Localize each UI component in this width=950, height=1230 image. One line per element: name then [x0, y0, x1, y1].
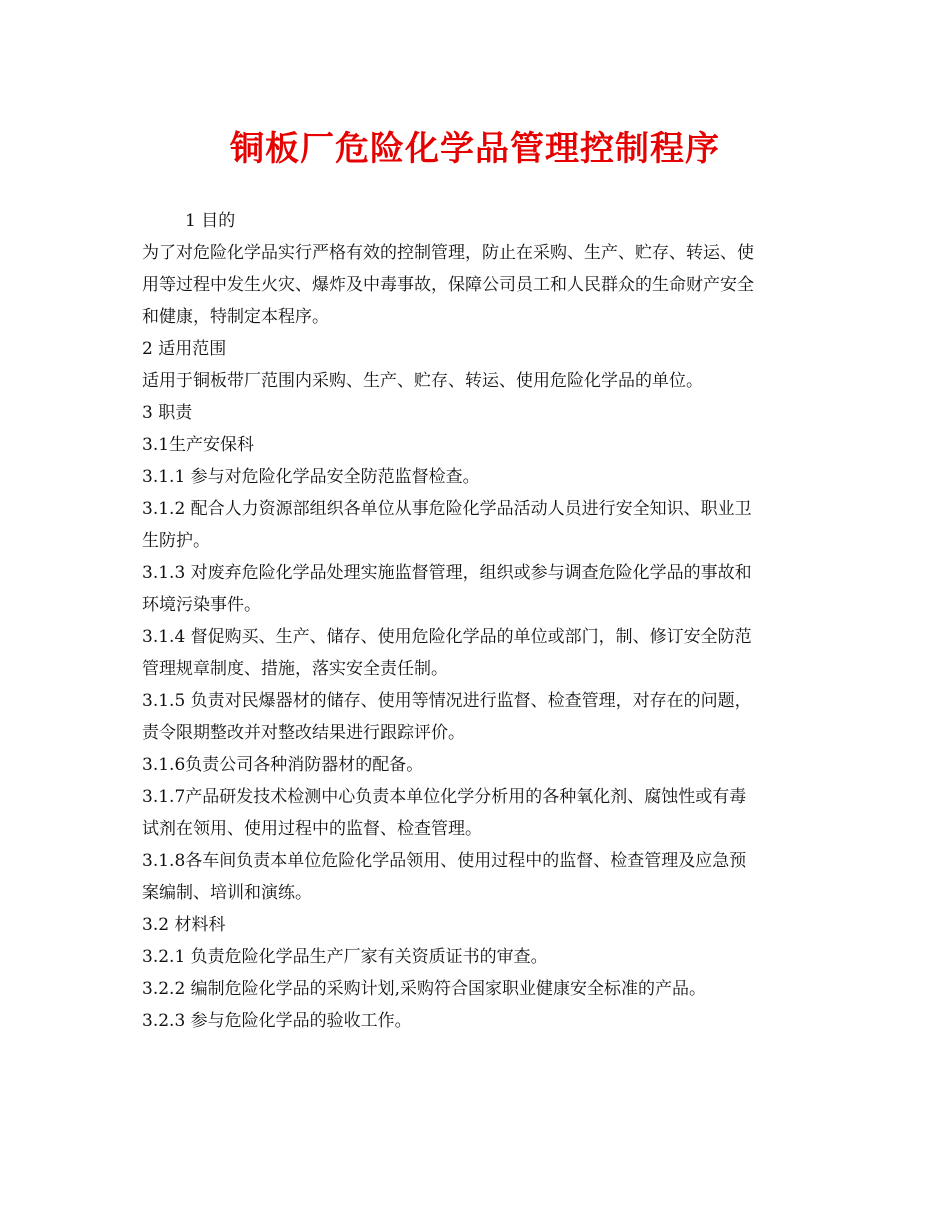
list-item-continuation: 责令限期整改并对整改结果进行跟踪评价。 [142, 723, 465, 743]
paragraph-line: 和健康，特制定本程序。 [142, 307, 329, 327]
subsection-heading: 3.1生产安保科 [142, 435, 255, 455]
list-item: 3.2.3 参与危险化学品的验收工作。 [142, 1011, 412, 1031]
list-item: 3.1.8各车间负责本单位危险化学品领用、使用过程中的监督、检查管理及应急预 [142, 851, 747, 871]
list-item: 3.1.5 负责对民爆器材的储存、使用等情况进行监督、检查管理，对存在的问题， [142, 691, 752, 711]
section-heading-purpose: 1 目的 [185, 211, 236, 231]
subsection-heading: 3.2 材料科 [142, 915, 226, 935]
list-item-continuation: 环境污染事件。 [142, 595, 261, 615]
list-item: 3.1.3 对废弃危险化学品处理实施监督管理，组织或参与调查危险化学品的事故和 [142, 563, 752, 583]
list-item: 3.1.6负责公司各种消防器材的配备。 [142, 755, 424, 775]
paragraph-line: 为了对危险化学品实行严格有效的控制管理，防止在采购、生产、贮存、转运、使 [142, 243, 754, 263]
paragraph-line: 适用于铜板带厂范围内采购、生产、贮存、转运、使用危险化学品的单位。 [142, 371, 703, 391]
list-item-continuation: 试剂在领用、使用过程中的监督、检查管理。 [142, 819, 482, 839]
list-item-continuation: 生防护。 [142, 531, 210, 551]
list-item: 3.2.1 负责危险化学品生产厂家有关资质证书的审查。 [142, 947, 548, 967]
list-item: 3.1.1 参与对危险化学品安全防范监督检查。 [142, 467, 480, 487]
section-heading-scope: 2 适用范围 [142, 339, 227, 359]
list-item-continuation: 管理规章制度、措施，落实安全责任制。 [142, 659, 448, 679]
document-body [142, 205, 814, 1037]
list-item: 3.1.7产品研发技术检测中心负责本单位化学分析用的各种氧化剂、腐蚀性或有毒 [142, 787, 747, 807]
section-heading-duties: 3 职责 [142, 403, 193, 423]
list-item: 3.2.2 编制危险化学品的采购计划,采购符合国家职业健康安全标准的产品。 [142, 979, 707, 999]
paragraph-line: 用等过程中发生火灾、爆炸及中毒事故，保障公司员工和人民群众的生命财产安全 [142, 275, 754, 295]
list-item: 3.1.2 配合人力资源部组织各单位从事危险化学品活动人员进行安全知识、职业卫 [142, 499, 752, 519]
document-title: 铜板厂危险化学品管理控制程序 [230, 129, 720, 169]
list-item-continuation: 案编制、培训和演练。 [142, 883, 312, 903]
list-item: 3.1.4 督促购买、生产、储存、使用危险化学品的单位或部门，制、修订安全防范 [142, 627, 752, 647]
